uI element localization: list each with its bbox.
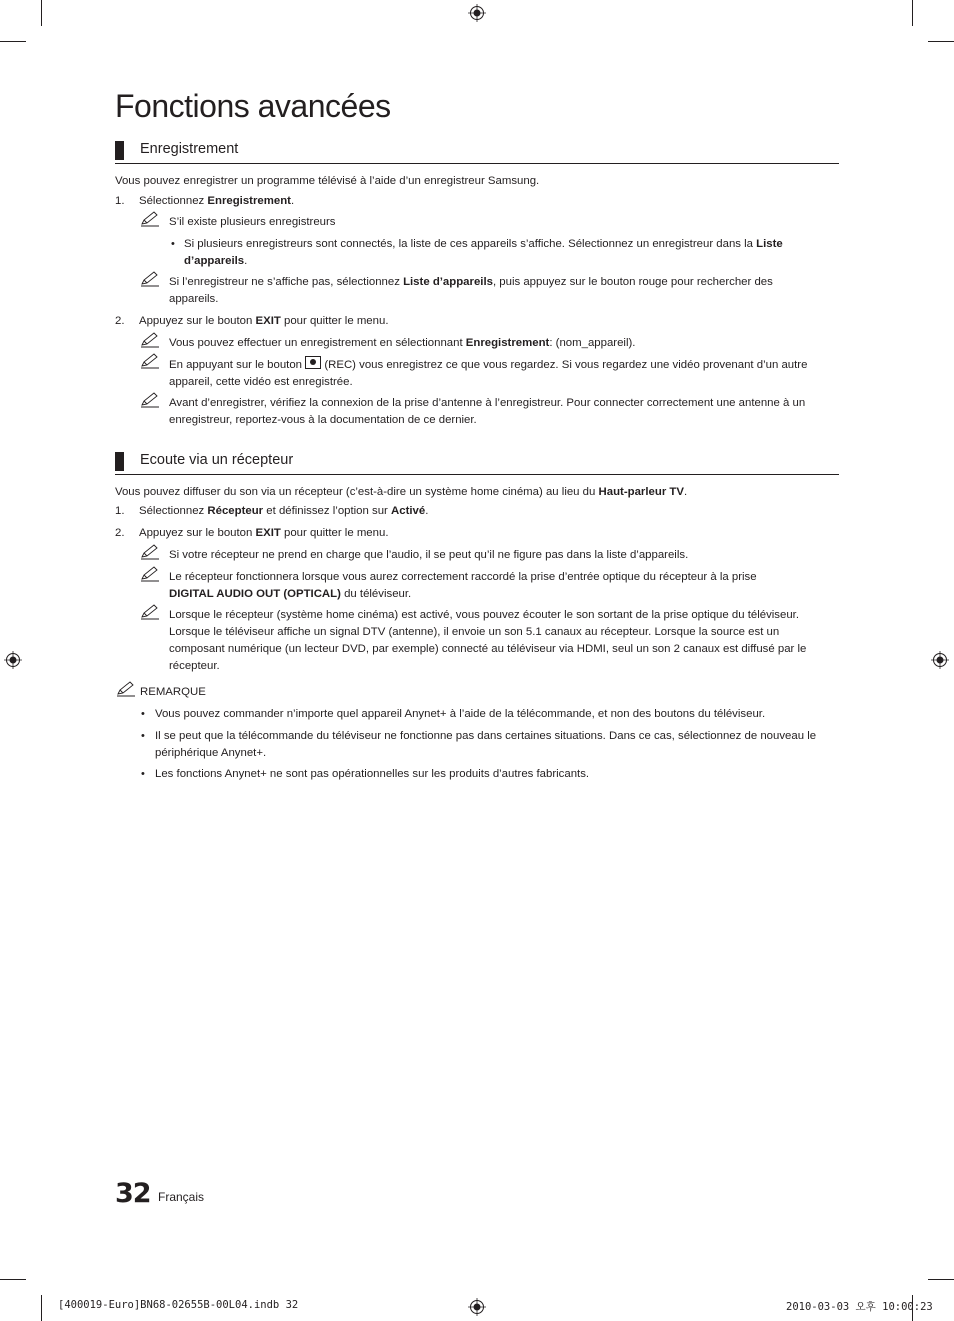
registration-mark-icon [4, 651, 22, 669]
bullet-text: Si plusieurs enregistreurs sont connectés, la liste de ces appareils s’affiche. Sélectionnez un enregistreur dans la Liste d’appareils. [184, 238, 783, 267]
section-heading-bar [115, 141, 124, 160]
note-pencil-icon [140, 353, 160, 369]
bullet-text: Il se peut que la télécommande du téléviseur ne fonctionne pas dans certaines situations. Dans ce cas, sélectionnez de nouveau le périphérique Anynet+. [155, 730, 817, 759]
bullet-marker: • [171, 238, 175, 250]
note-pencil-icon [140, 211, 160, 227]
page-language: Français [158, 1190, 205, 1204]
step-text: Sélectionnez Récepteur et définissez l’option sur Activé. [139, 505, 429, 517]
step-number: 1. [115, 505, 125, 517]
record-button-icon [305, 356, 321, 369]
registration-mark-icon [468, 4, 486, 22]
note-text: Le récepteur fonctionnera lorsque vous aurez correctement raccordé la prise d’entrée optique du récepteur à la prise DIGITAL AUDIO OUT (OPTICAL) du téléviseur. [169, 571, 757, 600]
note-text: Avant d’enregistrer, vérifiez la connexion de la prise d’antenne à l’enregistreur. Pour connecter correctement une antenne à un enregistreur, reportez-vous à la documentation de ce dernier. [169, 397, 806, 426]
step-number: 2. [115, 527, 125, 539]
note-text: Si l’enregistreur ne s’affiche pas, sélectionnez Liste d’appareils, puis appuyez sur le bouton rouge pour rechercher des appareils. [169, 276, 773, 305]
bullet-text: Vous pouvez commander n’importe quel appareil Anynet+ à l’aide de la télécommande, et non des boutons du téléviseur. [155, 708, 766, 720]
step-text: Appuyez sur le bouton EXIT pour quitter le menu. [139, 527, 389, 539]
bullet-marker: • [141, 768, 145, 780]
note-pencil-icon [116, 681, 136, 697]
note-text: S’il existe plusieurs enregistreurs [169, 216, 336, 228]
crop-mark [41, 0, 42, 26]
note-pencil-icon [140, 271, 160, 287]
registration-mark-icon [931, 651, 949, 669]
bullet-marker: • [141, 730, 145, 742]
step-number: 1. [115, 195, 125, 207]
section-heading-text: Enregistrement [140, 141, 239, 157]
bullet-text: Les fonctions Anynet+ ne sont pas opérationnelles sur les produits d’autres fabricants. [155, 768, 590, 780]
section-heading-text: Ecoute via un récepteur [140, 452, 294, 468]
note-pencil-icon [140, 566, 160, 582]
crop-mark [0, 41, 26, 42]
crop-mark [912, 0, 913, 26]
page-number: 32 [115, 1178, 151, 1209]
crop-mark [928, 41, 954, 42]
crop-mark [0, 1279, 26, 1280]
note-text: Vous pouvez effectuer un enregistrement en sélectionnant Enregistrement: (nom_appareil). [169, 337, 636, 349]
section-intro: Vous pouvez diffuser du son via un récepteur (c’est-à-dire un système home cinéma) au lieu du Haut-parleur TV. [115, 486, 688, 498]
print-slug-date: 2010-03-03 오후 10:00:23 [786, 1301, 933, 1313]
print-slug-file: [400019-Euro]BN68-02655B-00L04.indb 32 [58, 1299, 299, 1311]
page-title: Fonctions avancées [115, 88, 391, 124]
section-heading-ecoute [115, 450, 839, 475]
crop-mark [41, 1295, 42, 1321]
remarque-label: REMARQUE [140, 686, 206, 698]
note-text: En appuyant sur le bouton (REC) vous enregistrez ce que vous regardez. Si vous regardez une vidéo provenant d’un autre appareil, cette vidéo est enregistrée. [169, 356, 839, 391]
note-pencil-icon [140, 332, 160, 348]
note-text: Lorsque le récepteur (système home cinéma) est activé, vous pouvez écouter le son sortant de la prise optique du téléviseur. Lorsque le téléviseur affiche un signal DTV (antenne), il envoie un son 5.1 canaux au récepteur. Lorsque la source est un composant numérique (un lecteur DVD, par exemple) connecté au téléviseur via HDMI, seul un son 2 canaux est diffusé par le récepteur. [169, 609, 807, 672]
section-heading-bar [115, 452, 124, 471]
section-heading-enregistrement [115, 139, 839, 164]
step-text: Appuyez sur le bouton EXIT pour quitter le menu. [139, 315, 389, 327]
note-text: Si votre récepteur ne prend en charge que l’audio, il se peut qu’il ne figure pas dans la liste d’appareils. [169, 549, 689, 561]
note-pencil-icon [140, 544, 160, 560]
section-intro: Vous pouvez enregistrer un programme télévisé à l’aide d’un enregistreur Samsung. [115, 175, 540, 187]
step-text: Sélectionnez Enregistrement. [139, 195, 295, 207]
crop-mark [928, 1279, 954, 1280]
note-pencil-icon [140, 604, 160, 620]
note-pencil-icon [140, 392, 160, 408]
step-number: 2. [115, 315, 125, 327]
registration-mark-icon [468, 1298, 486, 1316]
bullet-marker: • [141, 708, 145, 720]
